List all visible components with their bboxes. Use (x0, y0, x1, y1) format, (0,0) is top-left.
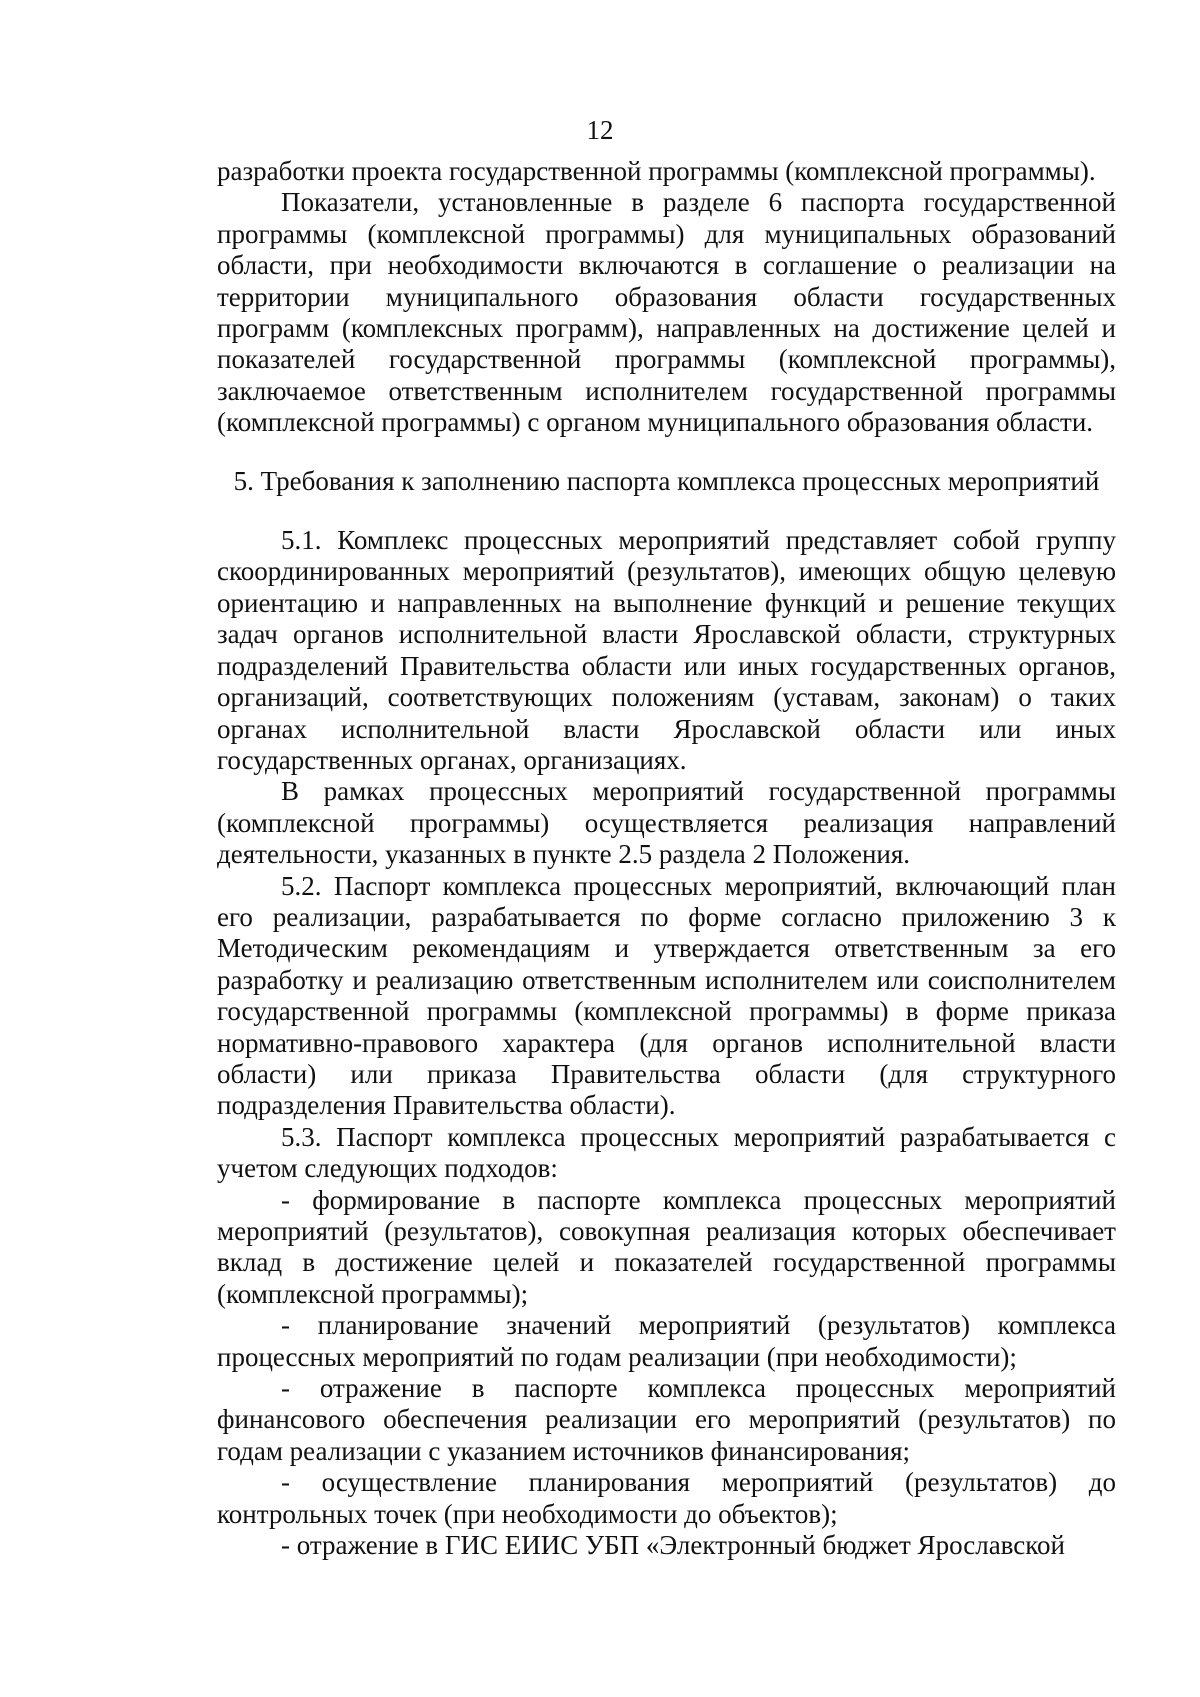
list-item: - отражение в ГИС ЕИИС УБП «Электронный бюджет Ярославской (281, 1530, 1065, 1561)
section-heading: 5. Требования к заполнению паспорта комплекса процессных мероприятий (233, 465, 1100, 496)
list-item: - осуществление планирования мероприятий (результатов) до контрольных точек (при необходимости до объектов); (217, 1467, 1116, 1529)
paragraph-5-2: 5.2. Паспорт комплекса процессных мероприятий, включающий план его реализации, разрабатывается по форме согласно приложению 3 к Методическим рекомендациям и утверждается ответственным за его разработку и реализацию ответственным исполнителем или соисполнителем государственной программы (комплексной программы) в форме приказа нормативно-правового характера (для органов исполнительной власти области) или приказа Правительства области (для структурного подразделения Правительства области). (217, 870, 1116, 1121)
paragraph-5-1: 5.1. Комплекс процессных мероприятий представляет собой группу скоординированных мероприятий (результатов), имеющих общую целевую ориентацию и направленных на выполнение функций и решение текущих задач органов исполнительной власти Ярославской области, структурных подразделений Правительства области или иных государственных органов, организаций, соответствующих положениям (уставам, законам) о таких органах исполнительной власти Ярославской области или иных государственных органах, организациях. (217, 525, 1116, 775)
paragraph-5-3: 5.3. Паспорт комплекса процессных мероприятий разрабатывается с учетом следующих подходов: (217, 1121, 1116, 1184)
list-item: - формирование в паспорте комплекса процессных мероприятий мероприятий (результатов), совокупная реализация которых обеспечивает вклад в достижение целей и показателей государственной программы (комплексной программы); (217, 1184, 1116, 1309)
paragraph-process-activities: В рамках процессных мероприятий государственной программы (комплексной программы) осуществляется реализация направлений деятельности, указанных в пункте 2.5 раздела 2 Положения. (217, 776, 1116, 870)
list-item: - отражение в паспорте комплекса процессных мероприятий финансового обеспечения реализации его мероприятий (результатов) по годам реализации с указанием источников финансирования; (217, 1373, 1116, 1466)
paragraph-continuation: разработки проекта государственной программы (комплексной программы). (217, 156, 1096, 186)
list-item: - планирование значений мероприятий (результатов) комплекса процессных мероприятий по годам реализации (при необходимости); (217, 1310, 1116, 1372)
document-body (217, 156, 1116, 1561)
paragraph-indicators: Показатели, установленные в разделе 6 паспорта государственной программы (комплексной программы) для муниципальных образований области, при необходимости включаются в соглашение о реализации на территории муниципального образования области государственных программ (комплексных программ), направленных на достижение целей и показателей государственной программы (комплексной программы), заключаемое ответственным исполнителем государственной программы (комплексной программы) с органом муниципального образования области. (217, 187, 1116, 438)
page-number: 12 (586, 115, 614, 145)
